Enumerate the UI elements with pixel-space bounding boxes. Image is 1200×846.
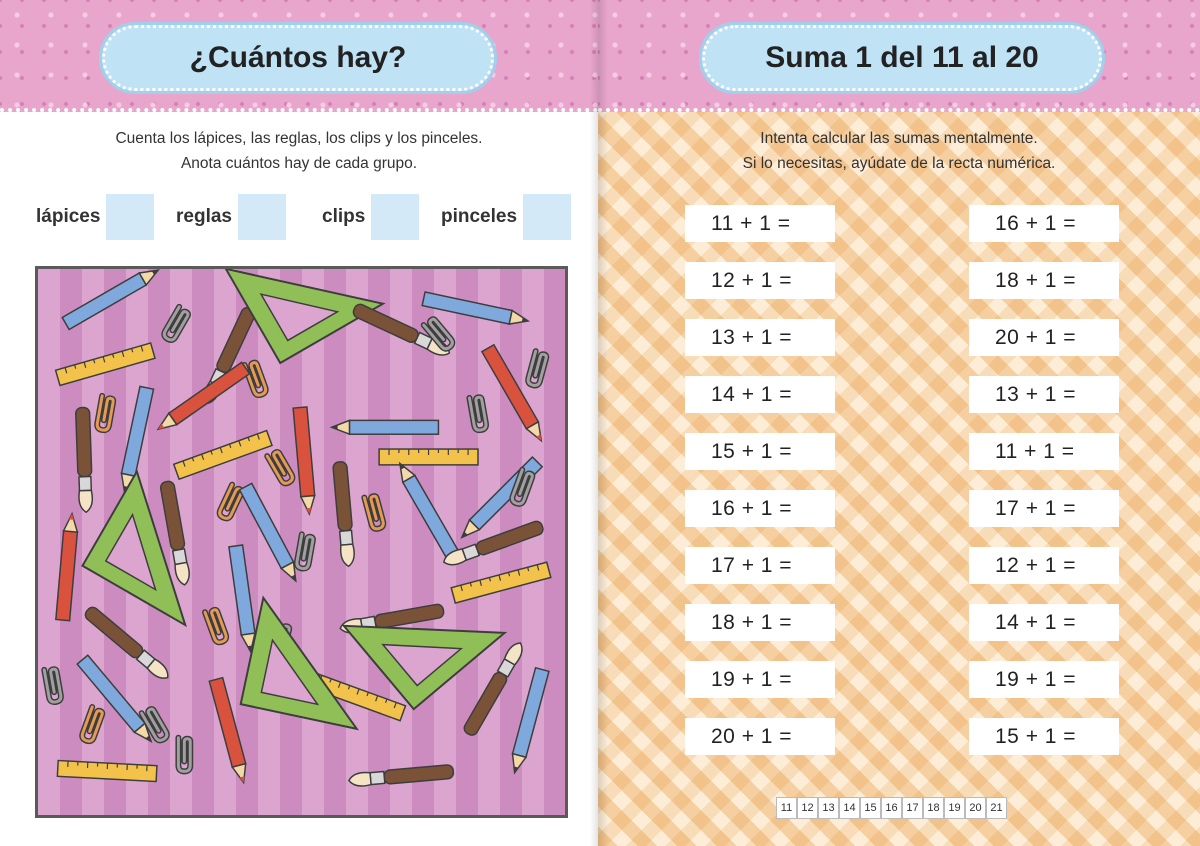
count-item-pinceles: [441, 194, 571, 240]
right-page: [598, 0, 1200, 846]
number-line-cell: 19: [944, 797, 965, 819]
equation-box[interactable]: 20 + 1 =: [685, 718, 835, 755]
equation-box[interactable]: 15 + 1 =: [969, 718, 1119, 755]
left-header-band: [0, 0, 598, 112]
answer-box-reglas[interactable]: [238, 194, 286, 240]
equation-box[interactable]: 15 + 1 =: [685, 433, 835, 470]
answer-box-pinceles[interactable]: [523, 194, 571, 240]
right-page-title: Suma 1 del 11 al 20: [702, 25, 1102, 91]
equation-box[interactable]: 18 + 1 =: [969, 262, 1119, 299]
count-label-reglas: reglas: [176, 206, 232, 227]
equation-box[interactable]: 11 + 1 =: [969, 433, 1119, 470]
school-supplies-illustration: [35, 266, 568, 818]
answer-box-clips[interactable]: [371, 194, 419, 240]
left-instruction-line-1: Cuenta los lápices, las reglas, los clips y los pinceles.: [115, 130, 483, 147]
number-line-cell: 15: [860, 797, 881, 819]
equation-box[interactable]: 13 + 1 =: [685, 319, 835, 356]
count-answers-row: [0, 194, 598, 240]
equation-box[interactable]: 18 + 1 =: [685, 604, 835, 641]
count-item-reglas: [176, 194, 286, 240]
number-line-cell: 21: [986, 797, 1007, 819]
count-label-clips: clips: [322, 206, 366, 227]
equation-box[interactable]: 16 + 1 =: [969, 205, 1119, 242]
left-instructions: [0, 126, 598, 176]
equation-box[interactable]: 19 + 1 =: [685, 661, 835, 698]
right-instructions: [598, 126, 1200, 176]
number-line-cell: 14: [839, 797, 860, 819]
equation-box[interactable]: 17 + 1 =: [969, 490, 1119, 527]
equation-box[interactable]: 20 + 1 =: [969, 319, 1119, 356]
equation-box[interactable]: 11 + 1 =: [685, 205, 835, 242]
supplies-drawing: [38, 269, 565, 815]
left-page-title: ¿Cuántos hay?: [102, 25, 494, 91]
count-item-clips: [322, 194, 419, 240]
number-line-cell: 18: [923, 797, 944, 819]
equation-box[interactable]: 12 + 1 =: [685, 262, 835, 299]
equation-box[interactable]: 19 + 1 =: [969, 661, 1119, 698]
right-instruction-line-1: Intenta calcular las sumas mentalmente.: [760, 130, 1038, 147]
number-line-cell: 16: [881, 797, 902, 819]
left-page: [0, 0, 598, 846]
count-label-pinceles: pinceles: [441, 206, 518, 227]
equation-box[interactable]: 12 + 1 =: [969, 547, 1119, 584]
number-line-cell: 17: [902, 797, 923, 819]
number-line-cell: 13: [818, 797, 839, 819]
answer-box-lapices[interactable]: [106, 194, 154, 240]
equation-box[interactable]: 13 + 1 =: [969, 376, 1119, 413]
equation-box[interactable]: 14 + 1 =: [685, 376, 835, 413]
equation-box[interactable]: 16 + 1 =: [685, 490, 835, 527]
right-instruction-line-2: Si lo necesitas, ayúdate de la recta numérica.: [742, 155, 1056, 172]
right-header-band: [598, 0, 1200, 112]
number-line: [776, 797, 1007, 819]
left-instruction-line-2: Anota cuántos hay de cada grupo.: [180, 155, 418, 172]
count-label-lapices: lápices: [36, 206, 101, 227]
number-line-cell: 12: [797, 797, 818, 819]
equation-box[interactable]: 17 + 1 =: [685, 547, 835, 584]
equation-box[interactable]: 14 + 1 =: [969, 604, 1119, 641]
number-line-cell: 11: [776, 797, 797, 819]
number-line-cell: 20: [965, 797, 986, 819]
book-gutter: [590, 0, 608, 846]
count-item-lapices: [36, 194, 154, 240]
